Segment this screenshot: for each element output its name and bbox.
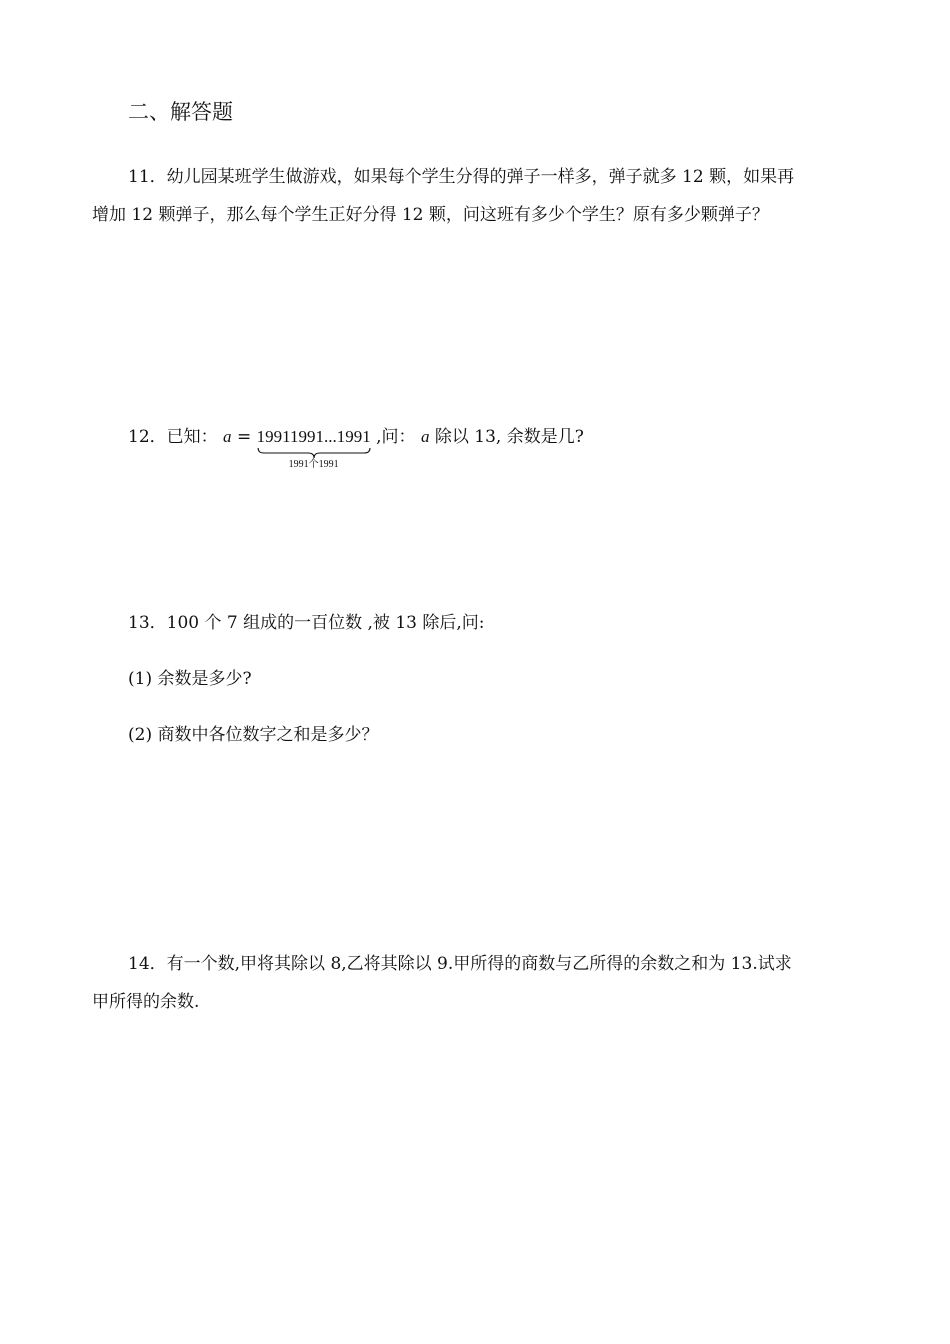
question-12-prefix: 12．已知： <box>128 427 218 447</box>
equals-sign: = <box>236 427 257 447</box>
underbrace-group <box>256 426 371 470</box>
question-11-line-1: 11．幼儿园某班学生做游戏，如果每个学生分得的弹子一样多，弹子就多 12 颗，如果再 <box>128 167 795 187</box>
math-variable-a: a <box>223 427 232 446</box>
repeated-number: 19911991...1991 <box>256 427 371 446</box>
underbrace-label: 1991个1991 <box>288 459 339 470</box>
section-title: 二、解答题 <box>128 100 233 124</box>
math-variable-a-2: a <box>420 427 430 446</box>
question-14-line-2: 甲所得的余数. <box>92 992 200 1012</box>
question-13-title: 13．100 个 7 组成的一百位数 ,被 13 除后,问: <box>128 613 485 633</box>
question-12-mid: ,问： <box>376 427 416 447</box>
question-12 <box>128 426 584 470</box>
underbrace-icon <box>257 447 371 459</box>
question-11-line-2: 增加 12 颗弹子，那么每个学生正好分得 12 颗，问这班有多少个学生？原有多少颗弹子？ <box>92 205 769 225</box>
question-13-part-1: (1) 余数是多少? <box>128 669 252 689</box>
question-12-suffix: 除以 13, 余数是几? <box>434 427 584 447</box>
question-13-part-2: (2) 商数中各位数字之和是多少？ <box>128 725 379 745</box>
question-14-line-1: 14．有一个数,甲将其除以 8,乙将其除以 9.甲所得的商数与乙所得的余数之和为 13.试求 <box>128 954 792 974</box>
